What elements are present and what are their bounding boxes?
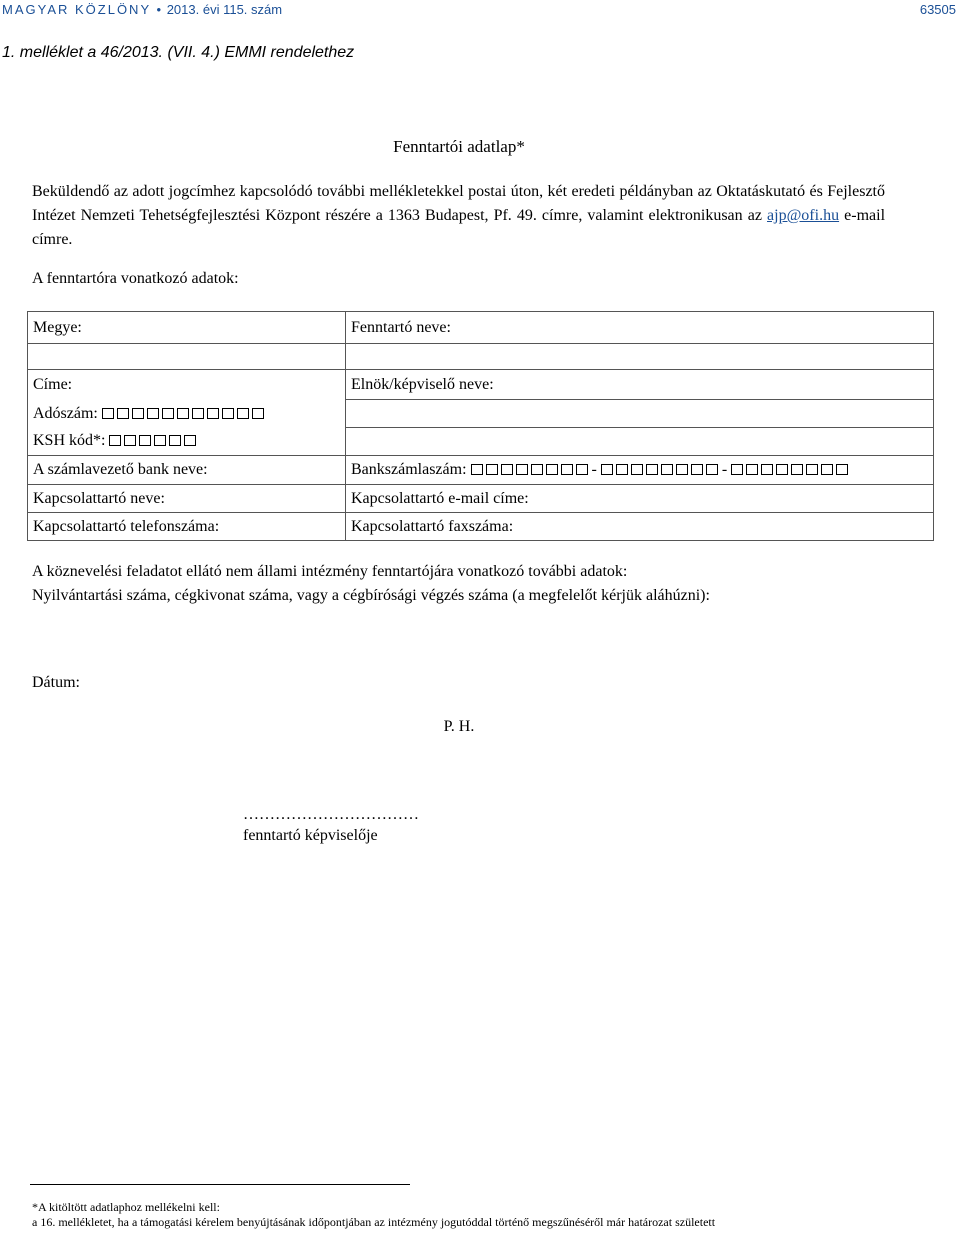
digit-box[interactable] — [471, 464, 483, 475]
digit-box[interactable] — [821, 464, 833, 475]
digit-box[interactable] — [601, 464, 613, 475]
digit-box[interactable] — [207, 408, 219, 419]
stamp-placeholder: P. H. — [443, 718, 475, 735]
signature-label: fenntartó képviselője — [243, 827, 378, 844]
contact-name-field[interactable] — [28, 485, 346, 513]
digit-box[interactable] — [486, 464, 498, 475]
operator-name-label: Fenntartó neve: — [351, 318, 451, 336]
digit-box[interactable] — [691, 464, 703, 475]
journal-name: MAGYAR KÖZLÖNY — [2, 2, 151, 17]
account-separator: - — [591, 461, 597, 478]
digit-box[interactable] — [102, 408, 114, 419]
operator-value-cell[interactable] — [346, 344, 934, 370]
digit-box[interactable] — [184, 435, 196, 446]
ksh-code-field[interactable] — [28, 428, 346, 456]
table-row — [28, 344, 934, 370]
digit-box[interactable] — [776, 464, 788, 475]
digit-box[interactable] — [132, 408, 144, 419]
digit-box[interactable] — [169, 435, 181, 446]
email-link[interactable]: ajp@ofi.hu — [767, 207, 840, 224]
intro-text: Beküldendő az adott jogcímhez kapcsolódó további mellékletekkel postai úton, két eredeti példányban az Oktatáskutató és Fejlesztő Intézet Nemzeti Tehetségfejlesztési Központ részére a 1363 Budapest, Pf. 49. címre, valamint elektronikusan az — [32, 183, 885, 224]
account-number-label: Bankszámlaszám: — [351, 461, 467, 478]
digit-box[interactable] — [761, 464, 773, 475]
digit-box[interactable] — [731, 464, 743, 475]
bank-name-field[interactable] — [28, 456, 346, 485]
digit-box[interactable] — [546, 464, 558, 475]
page-number: 63505 — [919, 2, 956, 17]
digit-box[interactable] — [706, 464, 718, 475]
contact-phone-label: Kapcsolattartó telefonszáma: — [33, 517, 220, 535]
digit-box[interactable] — [661, 464, 673, 475]
operator-data-table — [27, 311, 934, 541]
digit-box[interactable] — [806, 464, 818, 475]
table-row — [28, 370, 934, 400]
digit-box[interactable] — [646, 464, 658, 475]
table-row — [28, 312, 934, 344]
digit-box[interactable] — [222, 408, 234, 419]
operator-name-field[interactable] — [346, 312, 934, 344]
digit-box[interactable] — [252, 408, 264, 419]
contact-email-field[interactable] — [346, 485, 934, 513]
county-field[interactable] — [28, 312, 346, 344]
account-separator: - — [721, 461, 728, 478]
tax-number-boxes[interactable] — [102, 405, 267, 422]
registration-number-label: Nyilvántartási száma, cégkivonat száma, vagy a cégbírósági végzés száma (a megfelelőt kérjük aláhúzni): — [32, 587, 710, 604]
digit-box[interactable] — [631, 464, 643, 475]
tax-number-label: Adószám: — [33, 404, 98, 422]
issue-number: 2013. évi 115. szám — [166, 2, 283, 17]
digit-box[interactable] — [177, 408, 189, 419]
digit-box[interactable] — [616, 464, 628, 475]
digit-box[interactable] — [516, 464, 528, 475]
president-field[interactable] — [346, 370, 934, 400]
intro-text-end: e-mail címre. — [32, 207, 886, 248]
digit-box[interactable] — [836, 464, 848, 475]
tax-number-field[interactable] — [28, 400, 346, 428]
digit-box[interactable] — [124, 435, 136, 446]
account-number-boxes[interactable] — [471, 461, 852, 478]
header-bullet: • — [156, 2, 162, 17]
date-label: Dátum: — [32, 674, 80, 691]
digit-box[interactable] — [237, 408, 249, 419]
table-row — [28, 485, 934, 513]
annex-reference: 1. melléklet a 46/2013. (VII. 4.) EMMI rendelethez — [2, 44, 355, 61]
page-header — [2, 2, 956, 22]
table-row — [28, 513, 934, 541]
table-row — [28, 456, 934, 485]
digit-box[interactable] — [139, 435, 151, 446]
digit-box[interactable] — [147, 408, 159, 419]
table-row — [28, 428, 934, 456]
ksh-code-boxes[interactable] — [109, 432, 199, 449]
digit-box[interactable] — [117, 408, 129, 419]
footnote-line-1: *A kitöltött adatlaphoz mellékelni kell: — [32, 1200, 220, 1214]
digit-box[interactable] — [192, 408, 204, 419]
signature-line: …………………………… — [243, 806, 419, 823]
account-number-field[interactable] — [346, 456, 934, 485]
address-field[interactable] — [28, 370, 346, 400]
digit-box[interactable] — [531, 464, 543, 475]
table-row — [28, 400, 934, 428]
digit-box[interactable] — [109, 435, 121, 446]
bank-name-label: A számlavezető bank neve: — [33, 461, 208, 478]
ksh-spacer-cell — [346, 428, 934, 456]
contact-fax-field[interactable] — [346, 513, 934, 541]
intro-paragraph — [32, 180, 885, 252]
journal-header — [2, 2, 282, 17]
contact-name-label: Kapcsolattartó neve: — [33, 489, 165, 507]
contact-email-label: Kapcsolattartó e-mail címe: — [351, 489, 529, 507]
further-data-heading: A köznevelési feladatot ellátó nem állami intézmény fenntartójára vonatkozó további adatok: — [32, 563, 628, 580]
digit-box[interactable] — [791, 464, 803, 475]
digit-box[interactable] — [162, 408, 174, 419]
president-value-cell[interactable] — [346, 400, 934, 428]
ksh-code-label: KSH kód*: — [33, 432, 106, 450]
county-value-cell[interactable] — [28, 344, 346, 370]
county-label: Megye: — [33, 318, 82, 336]
form-title: Fenntartói adatlap* — [393, 137, 525, 156]
president-label: Elnök/képviselő neve: — [351, 375, 494, 393]
digit-box[interactable] — [576, 464, 588, 475]
footnote-line-2: a 16. mellékletet, ha a támogatási kérelem benyújtásának időpontjában az intézmény jogutóddal történő megszűnéséről már határozat született — [32, 1215, 716, 1229]
section-heading: A fenntartóra vonatkozó adatok: — [32, 270, 239, 287]
digit-box[interactable] — [561, 464, 573, 475]
address-label: Címe: — [33, 375, 73, 393]
contact-fax-label: Kapcsolattartó faxszáma: — [351, 517, 514, 535]
digit-box[interactable] — [501, 464, 513, 475]
footnote-divider — [30, 1184, 410, 1185]
contact-phone-field[interactable] — [28, 513, 346, 541]
digit-box[interactable] — [676, 464, 688, 475]
digit-box[interactable] — [746, 464, 758, 475]
digit-box[interactable] — [154, 435, 166, 446]
